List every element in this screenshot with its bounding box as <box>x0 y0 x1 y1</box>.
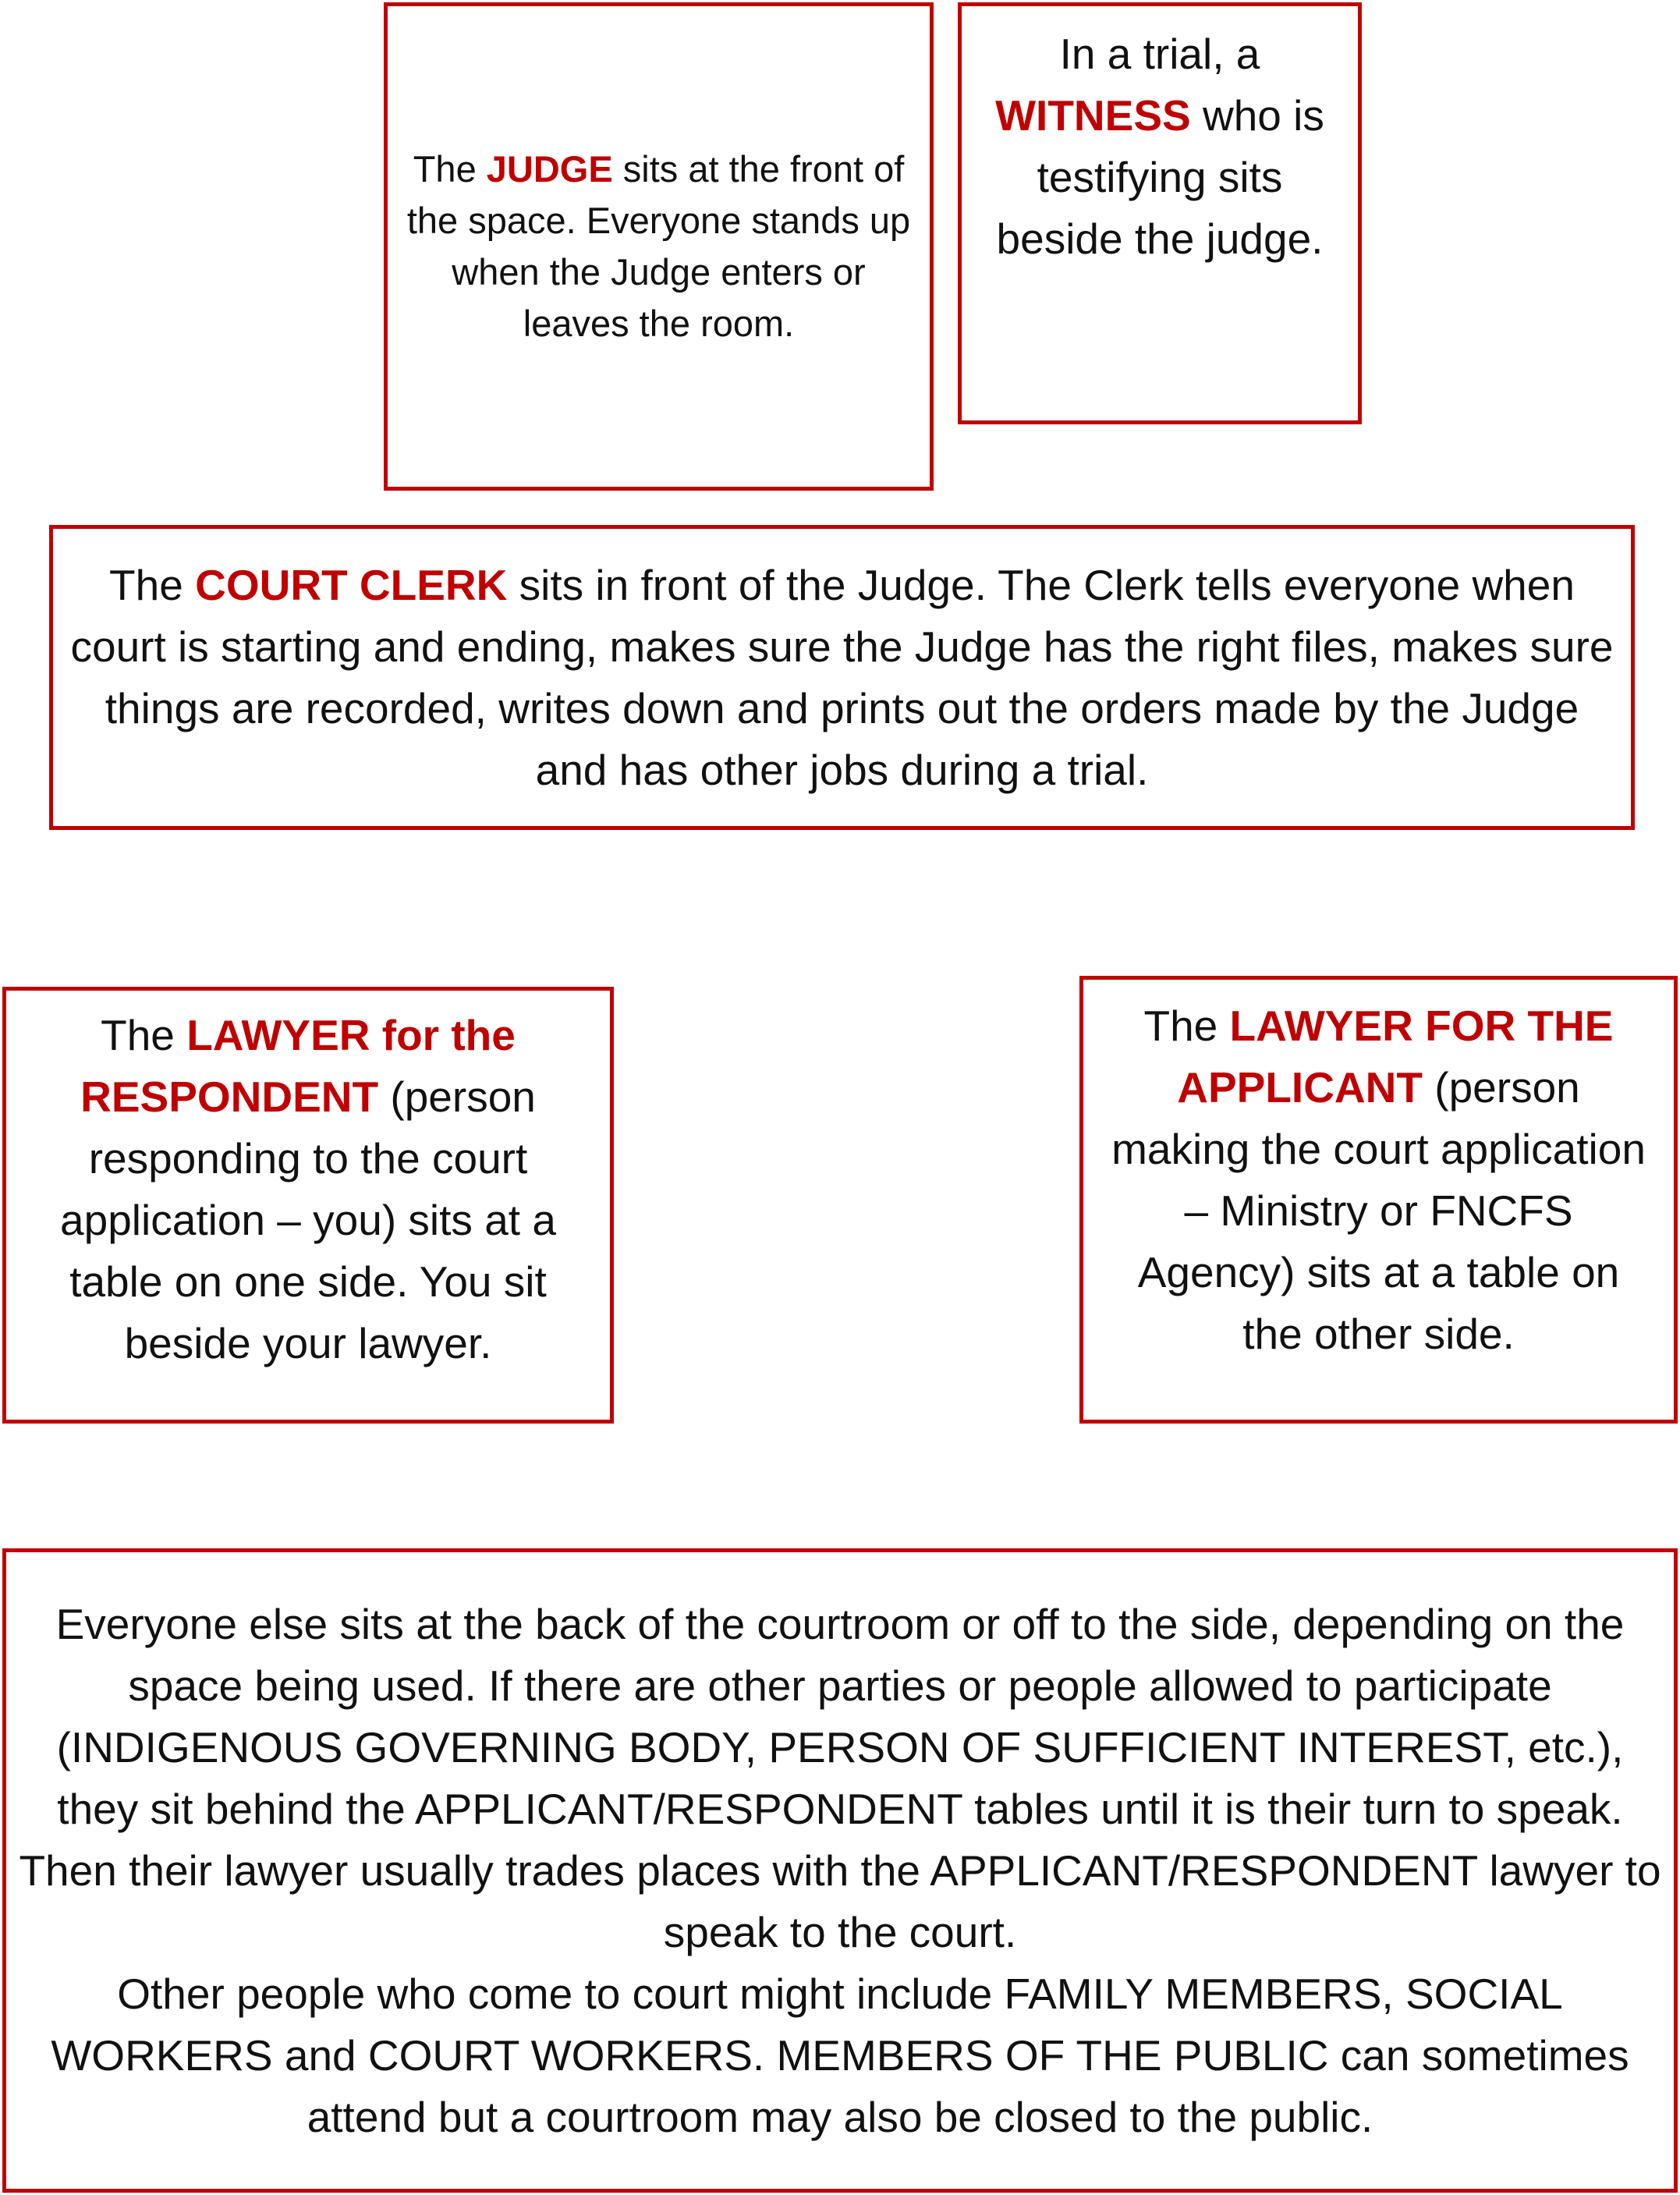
witness-text <box>976 23 1343 270</box>
lawyer-applicant-box <box>1079 976 1678 1424</box>
court-clerk-highlight: COURT CLERK <box>195 560 508 609</box>
lawyer-applicant-text-after: (person making the court application – Ministry or FNCFS Agency) sits at a table on the other side. <box>1111 1063 1646 1358</box>
court-clerk-text-before: The <box>109 560 196 609</box>
lawyer-applicant-text <box>1106 995 1652 1365</box>
judge-box <box>384 2 934 491</box>
lawyer-respondent-text-before: The <box>101 1011 187 1059</box>
lawyer-applicant-highlight: LAWYER FOR THE APPLICANT <box>1177 1002 1614 1112</box>
lawyer-respondent-box <box>2 987 614 1424</box>
everyone-else-text <box>17 1594 1663 2148</box>
lawyer-respondent-text <box>35 1005 581 1374</box>
court-clerk-box <box>49 525 1635 830</box>
witness-text-before: In a trial, a <box>1059 30 1260 78</box>
lawyer-applicant-text-before: The <box>1143 1002 1230 1050</box>
witness-highlight: WITNESS <box>995 91 1191 140</box>
court-clerk-text <box>70 555 1614 801</box>
everyone-else-paragraph-1: Everyone else sits at the back of the courtroom or off to the side, depending on the space being used. If there are other parties or people allowed to participate (INDIGENOUS GOVERNING BODY, PERSON OF SUFFICIENT INTEREST, etc.), they sit behind the APPLICANT/RESPONDENT tables until it is their turn to speak. Then their lawyer usually trades places with the APPLICANT/RESPONDENT lawyer to speak to the court. <box>19 1599 1661 1956</box>
judge-text-after: sits at the front of the space. Everyone stands up when the Judge enters or leaves the room. <box>406 148 911 344</box>
court-clerk-text-after: sits in front of the Judge. The Clerk tells everyone when court is starting and ending, makes sure the Judge has the right files, makes sure things are recorded, writes down and prints out the orders made by the Judge and has other jobs during a trial. <box>70 560 1614 794</box>
judge-highlight: JUDGE <box>486 148 613 190</box>
lawyer-respondent-text-after: (person responding to the court application – you) sits at a table on one side. You sit beside your lawyer. <box>60 1073 556 1367</box>
everyone-else-box <box>2 1548 1678 2193</box>
lawyer-respondent-highlight: LAWYER for the RESPONDENT <box>80 1011 516 1121</box>
witness-box <box>958 2 1362 424</box>
witness-text-after: who is testifying sits beside the judge. <box>996 91 1324 263</box>
everyone-else-paragraph-2: Other people who come to court might include FAMILY MEMBERS, SOCIAL WORKERS and COURT WORKERS. MEMBERS OF THE PUBLIC can sometimes attend but a courtroom may also be closed to the public. <box>51 1969 1629 2141</box>
judge-text-before: The <box>413 148 487 190</box>
judge-text <box>402 144 916 349</box>
